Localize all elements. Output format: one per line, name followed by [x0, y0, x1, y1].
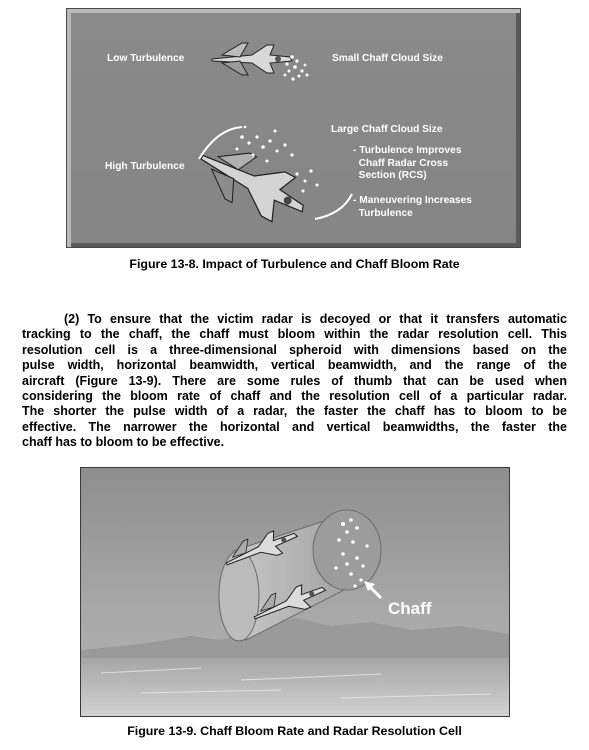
contrail-right [315, 194, 352, 219]
body-paragraph [22, 312, 567, 451]
ground [81, 658, 509, 716]
figure-13-8-image [66, 8, 521, 248]
jet-small-icon [212, 43, 292, 75]
chaff-label: Chaff [388, 599, 432, 618]
figure-13-8-caption: Figure 13-8. Impact of Turbulence and Chaff Bloom Rate [129, 257, 460, 271]
paragraph-line: effective. The narrower the horizontal and vertical beamwidths, the faster the [22, 419, 567, 434]
label-large-chaff: Large Chaff Cloud Size [331, 124, 443, 135]
label-bullet-rcs: - Turbulence Improves Chaff Radar Cross Section (RCS) [353, 145, 462, 181]
paragraph-line: considering the bloom rate of chaff and the resolution cell of a particular radar. [22, 389, 567, 404]
label-high-turbulence: High Turbulence [105, 161, 185, 172]
paragraph-line: chaff has to bloom to be effective. [22, 435, 225, 450]
label-bullet-maneuvering: - Maneuvering Increases Turbulence [353, 195, 472, 219]
contrail-left [199, 127, 242, 159]
label-small-chaff: Small Chaff Cloud Size [332, 53, 443, 64]
paragraph-line: tracking to the chaff, the chaff must bloom within the radar resolution cell. This [22, 327, 567, 342]
jet-large-icon [190, 134, 315, 233]
figure-13-9-caption: Figure 13-9. Chaff Bloom Rate and Radar Resolution Cell [127, 724, 462, 738]
paragraph-line: pulse width, horizontal beamwidth, vertical beamwidth, and the range of the [22, 358, 567, 373]
paragraph-line: (2) To ensure that the victim radar is decoyed or that it transfers automatic [64, 312, 567, 326]
label-low-turbulence: Low Turbulence [107, 53, 185, 64]
paragraph-line: resolution cell is a three-dimensional spheroid with dimensions based on the [22, 342, 567, 357]
figure-13-9-image [80, 467, 510, 717]
paragraph-line: aircraft (Figure 13-9). There are some rules of thumb that can be used when [22, 373, 567, 388]
paragraph-line: The shorter the pulse width of a radar, the faster the chaff has to bloom to be [22, 404, 567, 419]
resolution-cell-illustration [81, 468, 509, 716]
